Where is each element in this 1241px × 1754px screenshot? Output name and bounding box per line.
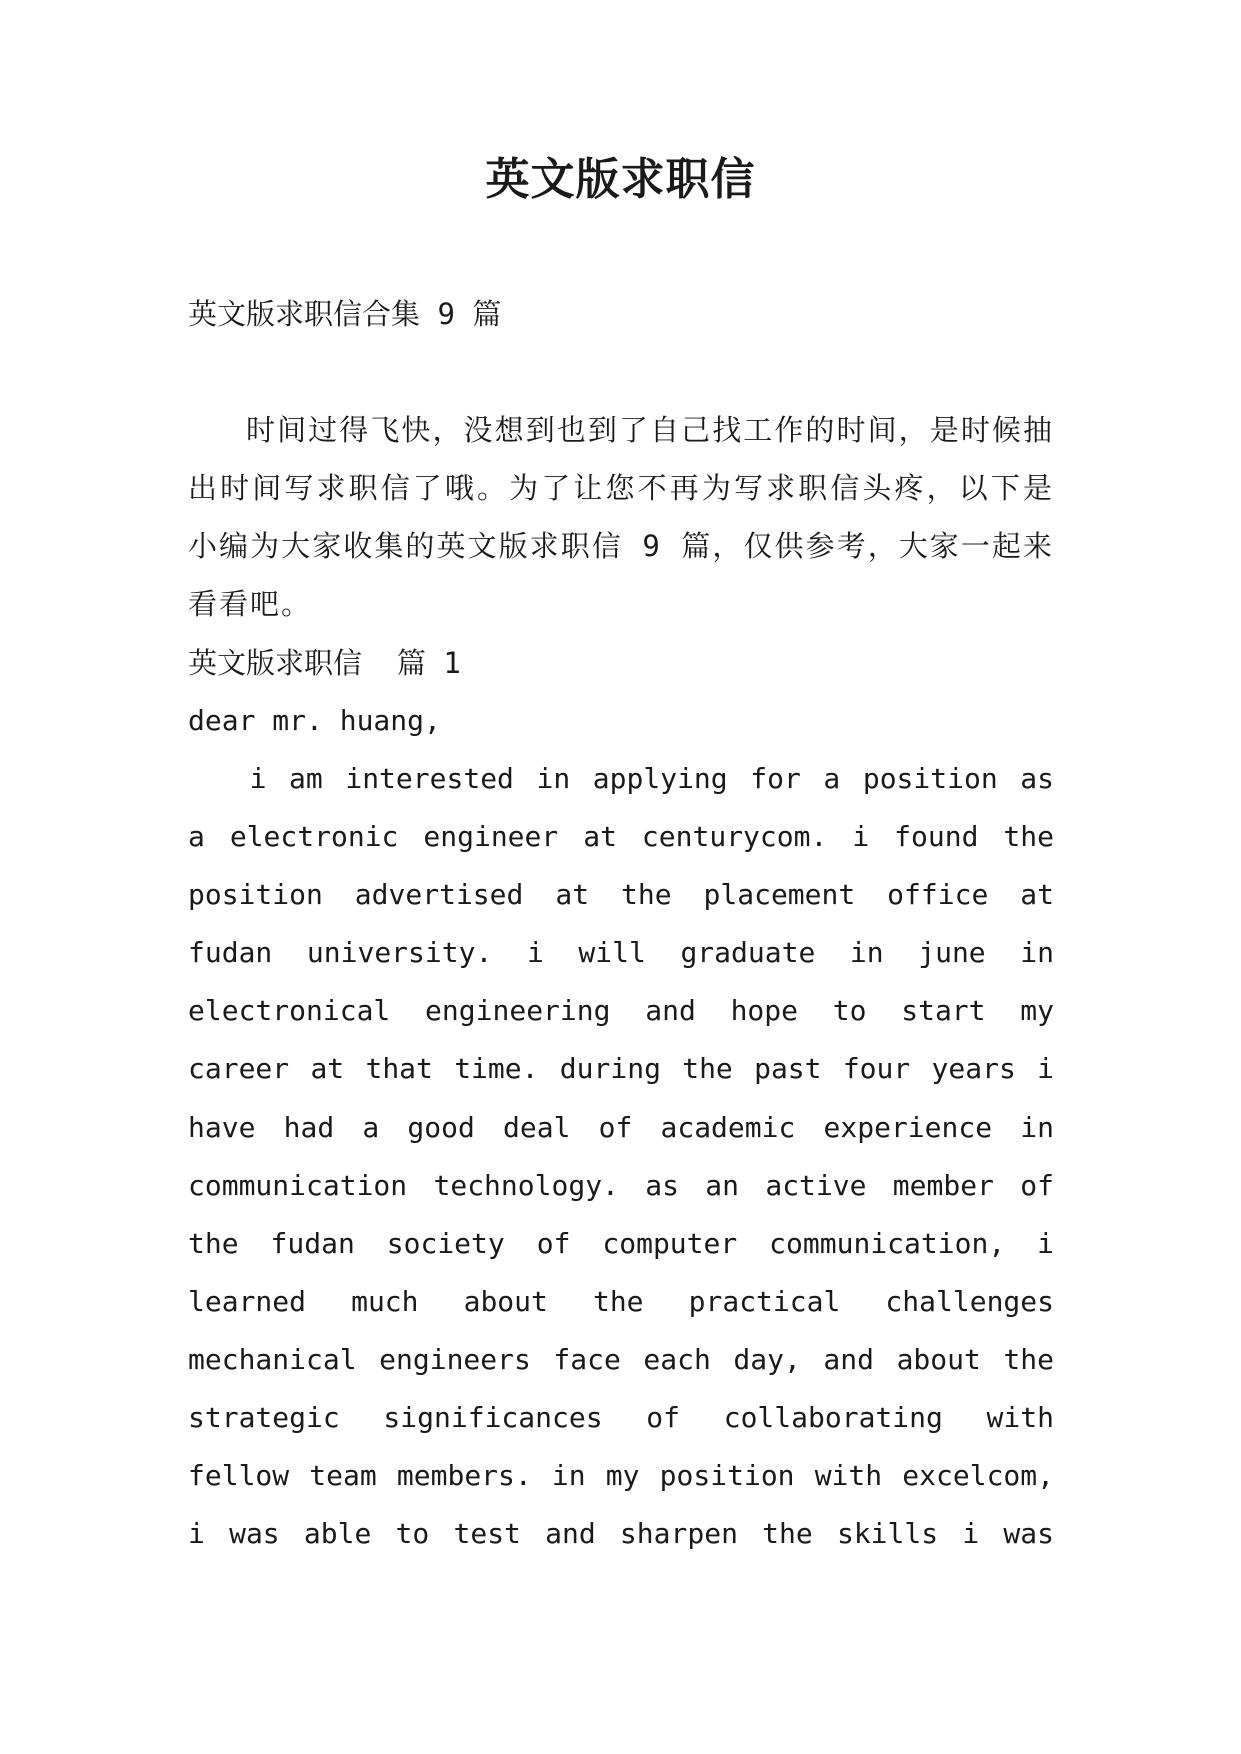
document-subtitle: 英文版求职信合集 9 篇	[188, 297, 502, 331]
intro-paragraph: 时间过得飞快，没想到也到了自己找工作的时间，是时候抽出时间写求职信了哦。为了让您不再为写求职信头疼，以下是小编为大家收集的英文版求职信 9 篇，仅供参考，大家一起来看看吧。	[188, 413, 1054, 621]
section-heading: 英文版求职信 篇 1	[188, 646, 461, 680]
page-title: 英文版求职信	[485, 154, 756, 205]
letter-salutation: dear mr. huang,	[188, 704, 441, 737]
letter-body: i am interested in applying for a position as a electronic engineer at centurycom. i found the position advertised at the placement office at fudan university. i will graduate in june in electronical engineering and hope to start my career at that time. during the past four years i have had a good deal of academic experience in communication technology. as an active member of the fudan society of computer communication, i learned much about the practical challenges mechanical engineers face each day, and about the strategic significances of collaborating with fellow team members. in my position with excelcom, i was able to test and sharpen the skills i was	[188, 762, 1054, 1551]
